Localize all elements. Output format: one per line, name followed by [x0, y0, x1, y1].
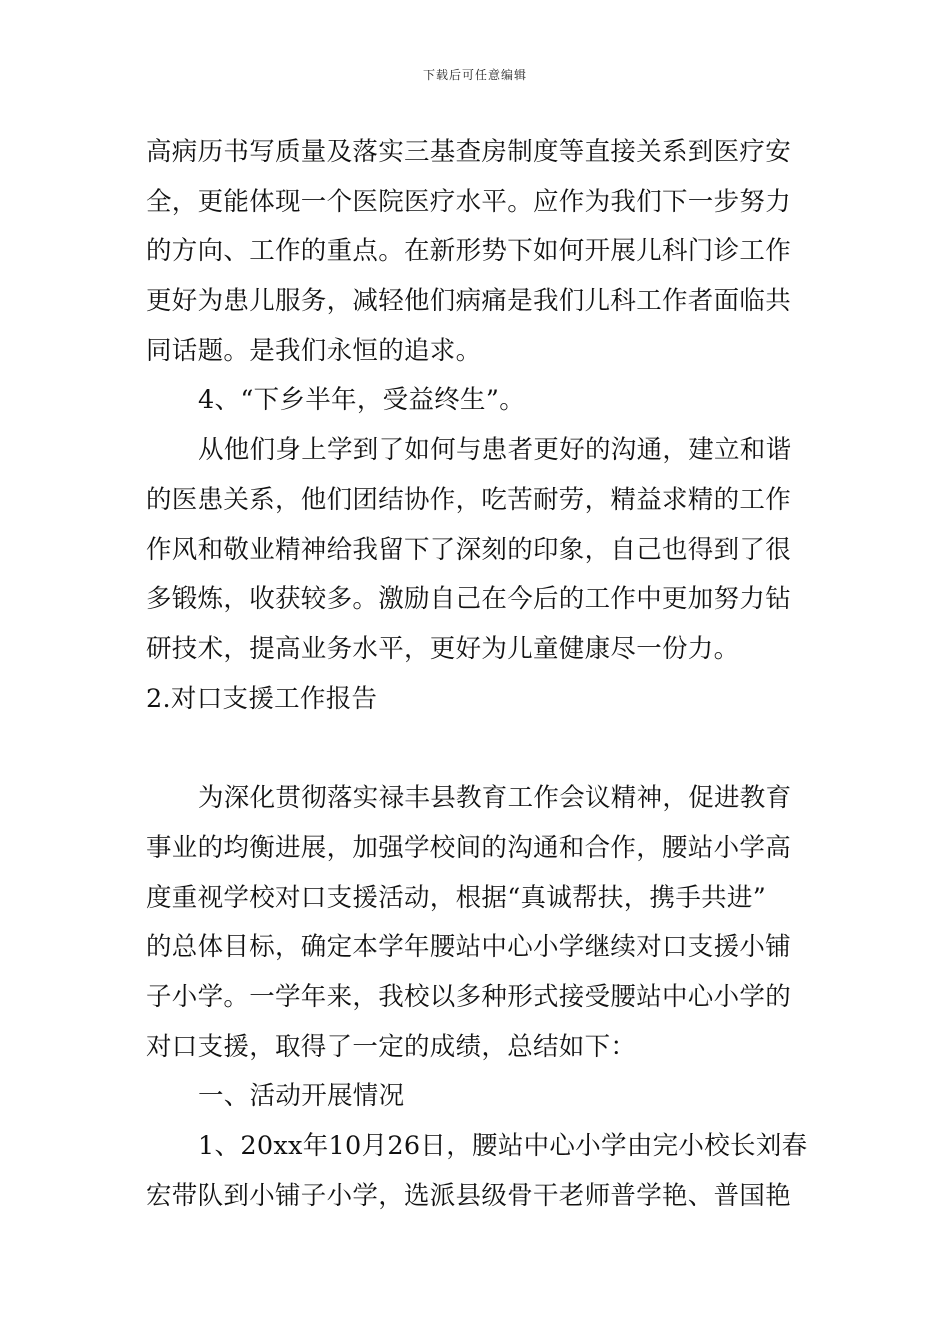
body-line: 高病历书写质量及落实三基查房制度等直接关系到医疗安: [146, 137, 792, 167]
body-line: 的方向、工作的重点。在新形势下如何开展儿科门诊工作: [146, 236, 792, 267]
body-line: 宏带队到小铺子小学，选派县级骨干老师普学艳、普国艳: [146, 1180, 792, 1211]
body-line: 子小学。一学年来，我校以多种形式接受腰站中心小学的: [146, 982, 792, 1012]
body-line: 度重视学校对口支援活动，根据“真诚帮扶，携手共进”: [146, 882, 767, 913]
point-heading: 4、“下乡半年，受益终生”。: [198, 385, 525, 416]
body-line: 更好为患儿服务，减轻他们病痛是我们儿科工作者面临共: [146, 286, 792, 317]
blank-line: [146, 724, 808, 774]
body-line: 同话题。是我们永恒的追求。: [146, 335, 482, 366]
document-body: [146, 128, 808, 1221]
body-line: 从他们身上学到了如何与患者更好的沟通，建立和谐: [198, 435, 792, 466]
body-line: 的医患关系，他们团结协作，吃苦耐劳，精益求精的工作: [146, 484, 792, 515]
body-line: 作风和敬业精神给我留下了深刻的印象，自己也得到了很: [146, 534, 792, 565]
body-line: 对口支援，取得了一定的成绩，总结如下：: [146, 1031, 637, 1062]
body-line: 为深化贯彻落实禄丰县教育工作会议精神，促进教育: [198, 783, 792, 814]
body-line: 多锻炼，收获较多。激励自己在今后的工作中更加努力钻: [146, 584, 792, 615]
body-line: 1、20xx年10月26日，腰站中心小学由完小校长刘春: [198, 1131, 808, 1162]
body-line: 的总体目标，确定本学年腰站中心小学继续对口支援小铺: [146, 932, 792, 963]
page-header-note: 下载后可任意编辑: [422, 68, 527, 82]
body-line: 事业的均衡进展，加强学校间的沟通和合作，腰站小学高: [146, 832, 792, 863]
body-line: 全，更能体现一个医院医疗水平。应作为我们下一步努力: [146, 186, 792, 217]
body-line: 研技术，提高业务水平，更好为儿童健康尽一份力。: [146, 633, 740, 664]
subheading: 一、活动开展情况: [198, 1081, 405, 1112]
section-title: 2.对口支援工作报告: [146, 683, 378, 714]
